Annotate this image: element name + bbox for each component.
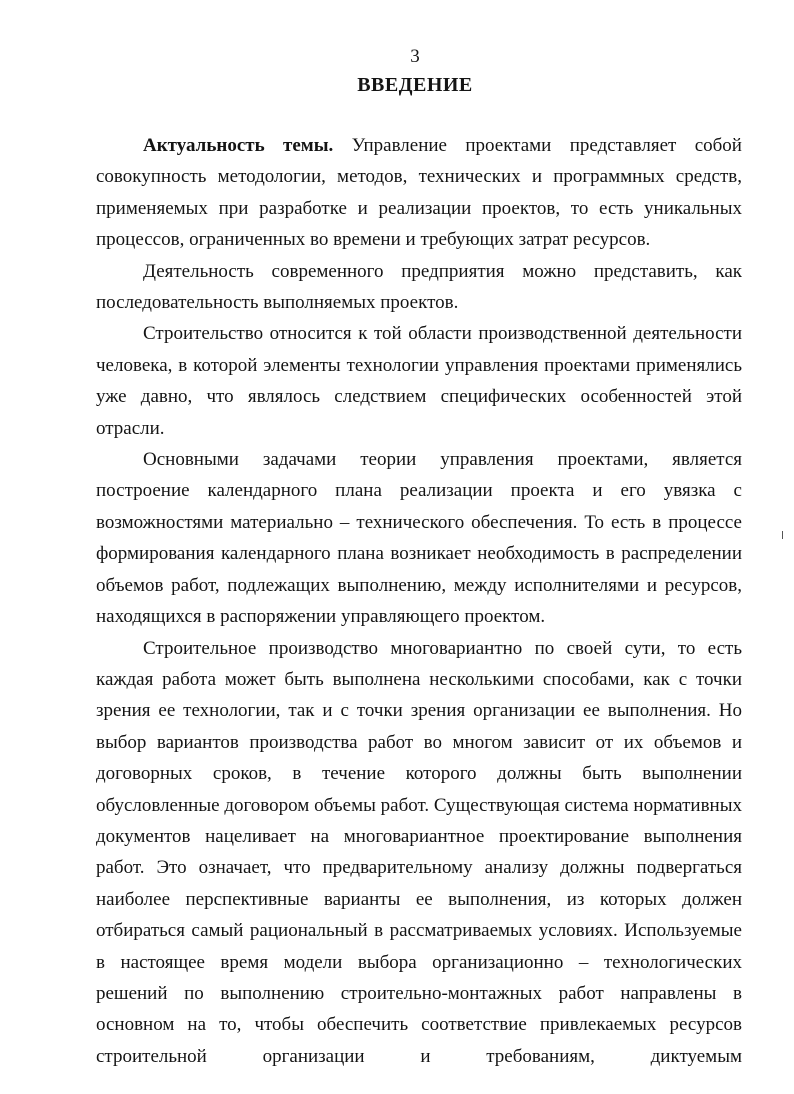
paragraph-lead: Актуальность темы. — [143, 135, 334, 156]
paragraph-production: Строительное производство многовариантно по своей сути, то есть каждая работа может быть выполнена несколькими способами, как с точки зрения ее технологии, так и с точки зрения организации ее выполнения. Но выбор вариантов производства работ во многом зависит от их объемов и договорных сроков, в течение которого должны быть выполнении обусловленные договором объемы работ. Существующая система нормативных документов нацеливает на многовариантное проектирование выполнения работ. Это означает, что предварительному анализу должны подвергаться наиболее перспективные варианты ее выполнения, из которых должен отбираться самый рациональный в рассматриваемых условиях. Используемые в настоящее время модели выбора организационно – технологических решений по выполнению строительно-монтажных работ направлены в основном на то, чтобы обеспечить соответствие привлекаемых ресурсов строительной организации и требованиям, диктуемым — [96, 637, 742, 1067]
paragraph-construction: Строительство относится к той области производственной деятельности человека, в которой элементы технологии управления проектами применялись уже давно, что являлось следствием специфических особенностей этой отрасли. — [96, 323, 742, 439]
page-number: 3 — [410, 46, 420, 67]
scan-mark — [782, 531, 783, 539]
paragraph-main-tasks: Основными задачами теории управления проектами, является построение календарного плана реализации проекта и его увязка с возможностями материально – технического обеспечения. То есть в процессе формирования календарного плана возникает необходимость в распределении объемов работ, подлежащих выполнению, между исполнителями и ресурсов, находящихся в распоряжении управляющего проектом. — [96, 449, 742, 628]
document-body — [96, 130, 742, 1072]
page-title: ВВЕДЕНИЕ — [357, 74, 473, 96]
paragraph-relevance — [96, 130, 742, 256]
paragraph-enterprise: Деятельность современного предприятия можно представить, как последовательность выполняемых проектов. — [96, 260, 742, 314]
paragraph-text: Управление проектами представляет собой совокупность методологии, методов, технических и программных средств, применяемых при разработке и реализации проектов, то есть уникальных процессов, ограниченных во времени и требующих затрат ресурсов. — [96, 135, 742, 251]
